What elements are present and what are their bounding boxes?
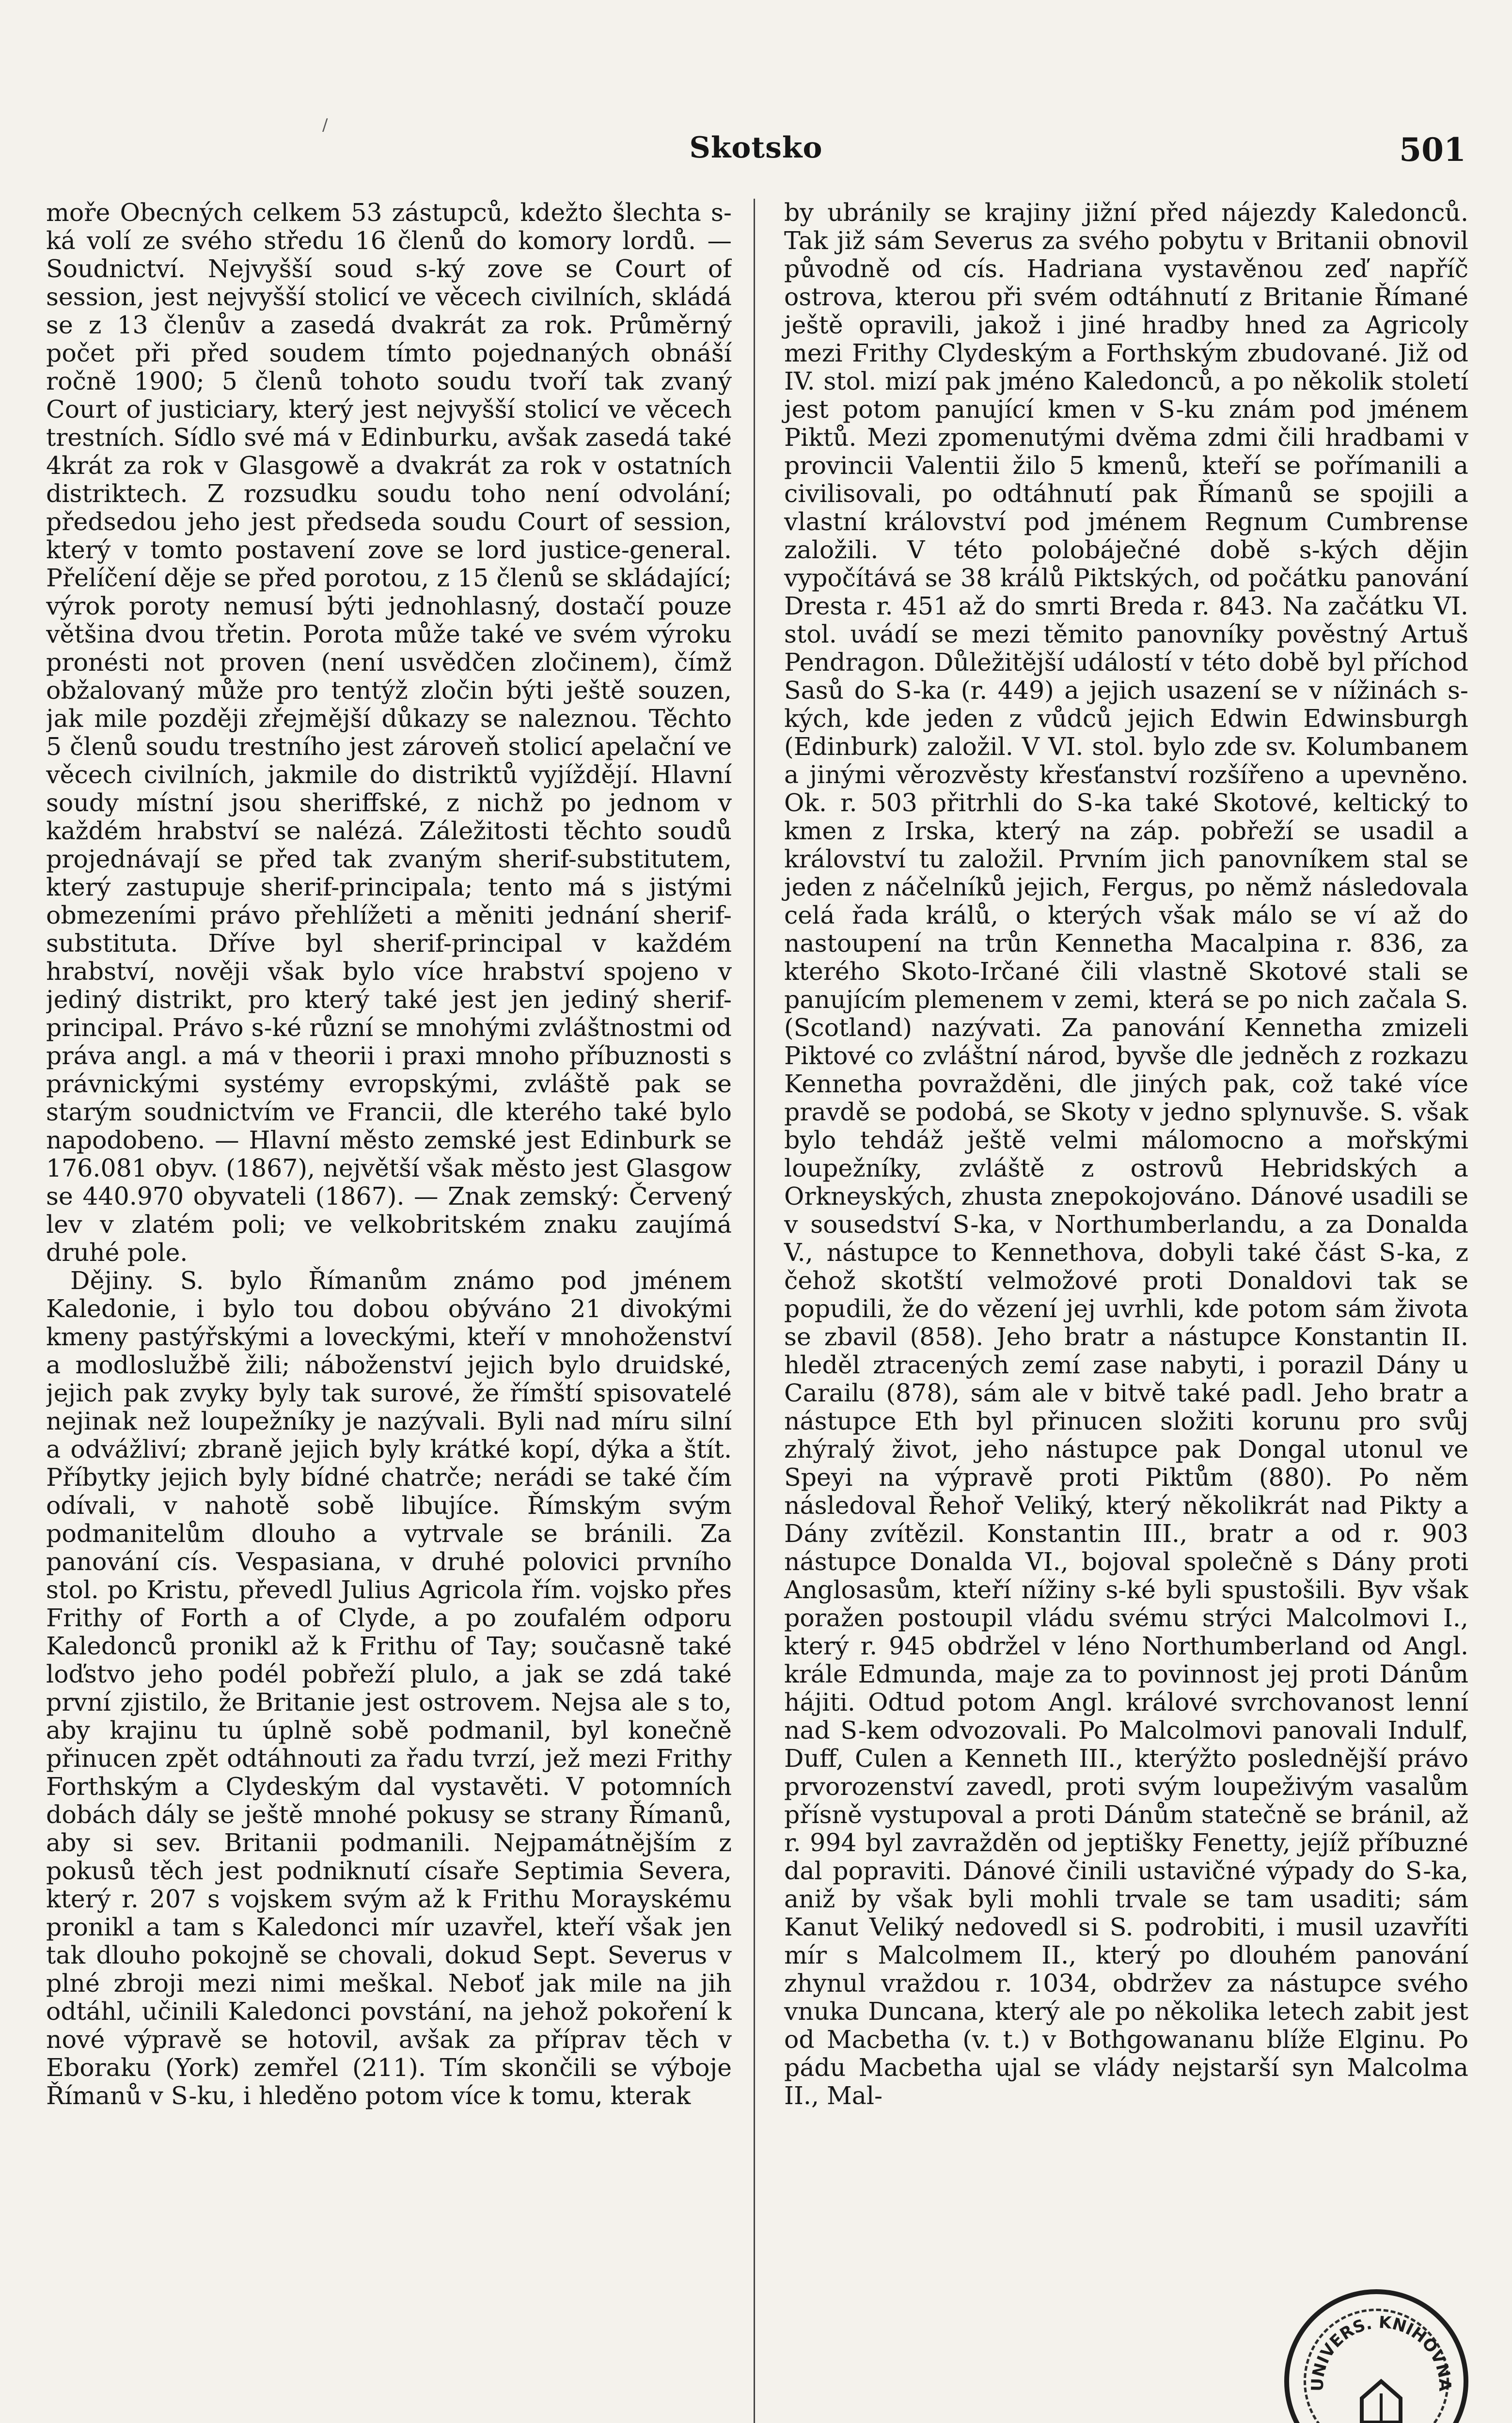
page-title: Skotsko xyxy=(689,131,823,165)
text-columns xyxy=(46,199,1468,2423)
page-number: 501 xyxy=(1399,131,1466,169)
stamp-text: UNIVERS. KNIHOVNA xyxy=(1307,2313,1455,2392)
right-column xyxy=(754,199,1468,2423)
running-head xyxy=(46,131,1466,174)
paragraph-history: Dějiny. S. bylo Římanům známo pod jménem Kaledonie, i bylo tou dobou obýváno 21 divokými kmeny pastýřskými a loveckými, kteří v mnohoženství a modloslužbě žili; náboženství jejich bylo druidské, jejich pak zvyky byly tak surové, že římští spisovatelé nejinak než loupežníky je nazývali. Byli nad míru silní a odvážliví; zbraně jejich byly krátké kopí, dýka a štít. Příbytky jejich byly bídné chatrče; nerádi se také čím odívali, v nahotě sobě libujíce. Římským svým podmanitelům dlouho a vytrvale se bránili. Za panování cís. Vespasiana, v druhé polovici prvního stol. po Kristu, převedl Julius Agricola řím. vojsko přes Frithy of Forth a of Clyde, a po zoufalém odporu Kaledonců pronikl až k Frithu of Tay; současně také loďstvo jeho podél pobřeží plulo, a jak se zdá také první zjistilo, že Britanie jest ostrovem. Nejsa ale s to, aby krajinu tu úplně sobě podmanil, byl konečně přinucen zpět odtáhnouti za řadu tvrzí, jež mezi Frithy Forthským a Clydeským dal vystavěti. V potomních dobách dály se ještě mnohé pokusy se strany Římanů, aby si sev. Britanii podmanili. Nejpamátnějším z pokusů těch jest podniknutí císaře Septimia Severa, který r. 207 s vojskem svým až k Frithu Morayskému pronikl a tam s Kaledonci mír uzavřel, kteří však jen tak dlouho pokojně se chovali, dokud Sept. Severus v plné zbroji mezi nimi meškal. Neboť jak mile na jih odtáhl, učinili Kaledonci povstání, na jehož pokoření k nové výpravě se hotovil, avšak za příprav těch v Eboraku (York) zemřel (211). Tím skončili se výboje Římanů v S-ku, i hleděno potom více k tomu, kterak xyxy=(46,1266,732,2110)
library-stamp-icon xyxy=(1284,2289,1468,2423)
stray-pen-mark: / xyxy=(322,115,328,135)
paragraph-judiciary: moře Obecných celkem 53 zástupců, kdežto šlechta s-ká volí ze svého středu 16 členů do komory lordů. — Soudnictví. Nejvyšší soud s-ký zove se Court of session, jest nejvyšší stolicí ve věcech civilních, skládá se z 13 členův a zasedá dvakrát za rok. Průměrný počet při před soudem tímto pojednaných obnáší ročně 1900; 5 členů tohoto soudu tvoří tak zvaný Court of justiciary, který jest nejvyšší stolicí ve věcech trestních. Sídlo své má v Edinburku, avšak zasedá také 4krát za rok v Glasgowě a dvakrát za rok v ostatních distriktech. Z rozsudku soudu toho není odvolání; předsedou jeho jest předseda soudu Court of session, který v tomto postavení zove se lord justice-general. Přelíčení děje se před porotou, z 15 členů se skládající; výrok poroty nemusí býti jednohlasný, dostačí pouze většina dvou třetin. Porota může také ve svém výroku pronésti not proven (není usvědčen zločinem), čímž obžalovaný může pro tentýž zločin býti ještě souzen, jak mile později zřejmější důkazy se naleznou. Těchto 5 členů soudu trestního jest zároveň stolicí apelační ve věcech civilních, jakmile do distriktů vyjíždějí. Hlavní soudy místní jsou sheriffské, z nichž po jednom v každém hrabství se nalézá. Záležitosti těchto soudů projednávají se před tak zvaným sherif-substitutem, který zastupuje sherif-principala; tento má s jistými obmezeními právo přehlížeti a měniti jednání sherif-substituta. Dříve byl sherif-principal v každém hrabství, nověji však bylo více hrabství spojeno v jediný distrikt, pro který také jest jen jediný sherif-principal. Právo s-ké různí se mnohými zvláštnostmi od práva angl. a má v theorii i praxi mnoho příbuznosti s právnickými systémy evropskými, zvláště pak se starým soudnictvím ve Francii, dle kterého také bylo napodobeno. — Hlavní město zemské jest Edinburk se 176.081 obyv. (1867), největší však město jest Glasgow se 440.970 obyvateli (1867). — Znak zemský: Červený lev v zlatém poli; ve velkobritském znaku zaujímá druhé pole. xyxy=(46,199,732,1267)
left-column xyxy=(46,199,732,2423)
paragraph-history-continued: by ubránily se krajiny jižní před nájezdy Kaledonců. Tak již sám Severus za svého pobytu v Britanii obnovil původně od cís. Hadriana vystavěnou zeď napříč ostrova, kterou při svém odtáhnutí z Britanie Římané ještě opravili, jakož i jiné hradby hned za Agricoly mezi Frithy Clydeským a Forthským zbudované. Již od IV. stol. mizí pak jméno Kaledonců, a po několik století jest potom panující kmen v S-ku znám pod jménem Piktů. Mezi zpomenutými dvěma zdmi čili hradbami v provincii Valentii žilo 5 kmenů, kteří se pořímanili a civilisovali, po odtáhnutí pak Římanů se spojili a vlastní království pod jménem Regnum Cumbrense založili. V této polobáječné době s-kých dějin vypočítává se 38 králů Piktských, od počátku panování Dresta r. 451 až do smrti Breda r. 843. Na začátku VI. stol. uvádí se mezi těmito panovníky pověstný Artuš Pendragon. Důležitější událostí v této době byl příchod Sasů do S-ka (r. 449) a jejich usazení se v nížinách s-kých, kde jeden z vůdců jejich Edwin Edwinsburgh (Edinburk) založil. V VI. stol. bylo zde sv. Kolumbanem a jinými věrozvěsty křesťanství rozšířeno a upevněno. Ok. r. 503 přitrhli do S-ka také Skotové, keltický to kmen z Irska, který na záp. pobřeží se usadil a království tu založil. Prvním jich panovníkem stal se jeden z náčelníků jejich, Fergus, po němž následovala celá řada králů, o kterých však málo se ví až do nastoupení na trůn Kennetha Macalpina r. 836, za kterého Skoto-Irčané čili vlastně Skotové stali se panujícím plemenem v zemi, která se po nich začala S. (Scotland) nazývati. Za panování Kennetha zmizeli Piktové co zvláštní národ, byvše dle jedněch z rozkazu Kennetha povražděni, dle jiných pak, což také více pravdě se podobá, se Skoty v jedno splynuvše. S. však bylo tehdáž ještě velmi málomocno a mořskými loupežníky, zvláště z ostrovů Hebridských a Orkneyských, zhusta znepokojováno. Dánové usadili se v sousedství S-ka, v Northumberlandu, a za Donalda V., nástupce to Kennethova, dobyli také část S-ka, z čehož skotští velmožové proti Donaldovi tak se popudili, že do vězení jej uvrhli, kde potom sám života se zbavil (858). Jeho bratr a nástupce Konstantin II. hleděl ztracených zemí zase nabyti, i porazil Dány u Carailu (878), sám ale v bitvě také padl. Jeho bratr a nástupce Eth byl přinucen složiti korunu pro svůj zhýralý život, jeho nástupce pak Dongal utonul ve Speyi na výpravě proti Piktům (880). Po něm následoval Řehoř Veliký, který několikrát nad Pikty a Dány zvítězil. Konstantin III., bratr a od r. 903 nástupce Donalda VI., bojoval společně s Dány proti Anglosasům, kteří nížiny s-ké byli spustošili. Byv však poražen postoupil vládu svému strýci Malcolmovi I., který r. 945 obdržel v léno Northumberland od Angl. krále Edmunda, maje za to povinnost jej proti Dánům hájiti. Odtud potom Angl. králové svrchovanost lenní nad S-kem odvozovali. Po Malcolmovi panovali Indulf, Duff, Culen a Kenneth III., kterýžto poslednější právo prvorozenství zavedl, proti svým loupeživým vasalům přísně vystupoval a proti Dánům statečně se bránil, až r. 994 byl zavražděn od jeptišky Fenetty, jejíž příbuzné dal popraviti. Dánové činili ustavičné výpady do S-ka, aniž by však byli mohli trvale se tam usaditi; sám Kanut Veliký nedovedl si S. podrobiti, i musil uzavříti mír s Malcolmem II., který po dlouhém panování zhynul vraždou r. 1034, obdržev za nástupce svého vnuka Duncana, který ale po několika letech zabit jest od Macbetha (v. t.) v Bothgowananu blíže Elginu. Po pádu Macbetha ujal se vlády nejstarší syn Malcolma II., Mal- xyxy=(784,199,1468,2110)
